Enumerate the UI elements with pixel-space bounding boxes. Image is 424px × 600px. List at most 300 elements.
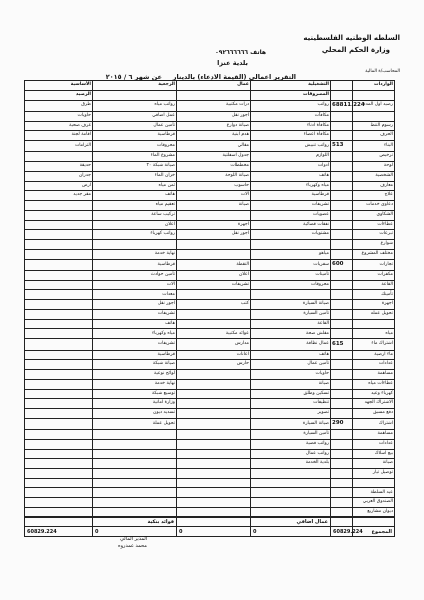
income-item: رصيد اول المدة (353, 100, 395, 111)
table-row (25, 121, 395, 131)
expense-item (25, 488, 93, 498)
expense-item (25, 498, 93, 508)
expense-item (25, 418, 93, 429)
income-total: 60829.224 (331, 527, 353, 537)
expense-item: صيانة شبكة ٢٠ (93, 162, 177, 172)
income-amount (331, 191, 353, 201)
expense-item: نهاية خدمة (93, 379, 177, 389)
income-item: شوارع (353, 240, 395, 250)
expense-item (177, 478, 251, 488)
income-amount (331, 430, 353, 440)
expense-item: مشتويات (251, 230, 331, 240)
income-amount (331, 181, 353, 191)
expense-item: قرطاسية (93, 131, 177, 141)
expense-item: مكافأة اعضاء (251, 131, 331, 141)
ministry-name: وزارة الحكم المحلي (321, 46, 390, 54)
expense-item (25, 201, 93, 211)
expense-item (177, 418, 251, 429)
expense-item (25, 152, 93, 162)
expense-item: تأمين حوادث (93, 270, 177, 280)
table-row (25, 201, 395, 211)
table-row (25, 152, 395, 162)
expense-item: لوائح نوعية (93, 370, 177, 380)
income-item: مياه (353, 329, 395, 339)
expense-item (25, 280, 93, 290)
capital-total: 0 (93, 527, 177, 537)
expense-item: اجور نقل (177, 111, 251, 121)
income-amount (331, 319, 353, 329)
expense-item: مكافأة ادناء (251, 121, 331, 131)
income-item: الاشتراك الجهد (353, 399, 395, 409)
table-row (25, 249, 395, 259)
expense-item (25, 389, 93, 399)
income-amount (331, 409, 353, 419)
income-amount (331, 270, 353, 280)
table-row (25, 171, 395, 181)
income-amount (331, 350, 353, 360)
table-row (25, 418, 395, 429)
table-row (25, 319, 395, 329)
expense-item: هاتف (93, 319, 177, 329)
income-item: اشتراك (353, 418, 395, 429)
expense-item: صيانة السيارة (251, 418, 331, 429)
authority-name: السلطه الوطنيه الفلسطينيه (303, 34, 400, 42)
expense-item: صيانة اللوحة (177, 171, 251, 181)
expense-item: مخططات (177, 162, 251, 172)
income-item: كهرباء وعيد (353, 389, 395, 399)
phone-label: هاتف ٠٩٢٦٦٦٦٦٦ (215, 49, 266, 56)
expense-item: الات (93, 280, 177, 290)
income-amount (331, 210, 353, 220)
table-subheader-row (25, 90, 395, 100)
income-amount (331, 300, 353, 310)
expense-item (93, 430, 177, 440)
expense-item: تحويل عملة (93, 418, 177, 429)
expense-item: حاسوب (177, 181, 251, 191)
table-row (25, 469, 395, 479)
table-row (25, 191, 395, 201)
expense-item: وزارة امانية (93, 399, 177, 409)
expense-item (177, 488, 251, 498)
expense-item: عوائد مكتبية (177, 329, 251, 339)
income-item: بيع اسلاك (353, 449, 395, 459)
expense-item: اعانات (177, 350, 251, 360)
expense-item: تعقيم مياه (93, 201, 177, 211)
income-item: ماء ارضية (353, 350, 395, 360)
expense-item: نفقات قضائية (251, 220, 331, 230)
expense-item: اعلان (177, 270, 251, 280)
expense-item (25, 230, 93, 240)
expense-item: مياه وكهرباء (93, 329, 177, 339)
expense-item: صيانة (251, 379, 331, 389)
table-row (25, 389, 395, 399)
expense-item (25, 350, 93, 360)
table-header-row (25, 81, 395, 91)
table-row (25, 430, 395, 440)
expense-item: النقطة (177, 259, 251, 270)
income-amount (331, 459, 353, 469)
table-row (25, 131, 395, 141)
income-amount (331, 439, 353, 449)
table-row (25, 290, 395, 300)
expense-item (93, 439, 177, 449)
expense-item: مكافآت (251, 111, 331, 121)
expense-item: هاتف (251, 171, 331, 181)
expense-item: حارس (177, 360, 251, 370)
extra-row (25, 517, 395, 527)
finance-manager-name: محمد عمدروه (118, 543, 147, 549)
income-amount: 513 (331, 141, 353, 152)
expense-item: سفريات (251, 259, 331, 270)
income-item (353, 319, 395, 329)
income-amount (331, 360, 353, 370)
expense-item (251, 290, 331, 300)
income-item: تأمينك (353, 290, 395, 300)
expense-item: رواتب كهرباء (93, 230, 177, 240)
expense-item (93, 449, 177, 459)
workers-extra-label: عمال اضافي (251, 517, 331, 527)
income-item: الشكاوى (353, 210, 395, 220)
income-amount: 600 (331, 259, 353, 270)
table-row (25, 309, 395, 319)
expense-item: ارض (25, 181, 93, 191)
expense-item (251, 240, 331, 250)
expense-item (177, 439, 251, 449)
expense-item (177, 309, 251, 319)
expense-item: كتب (177, 300, 251, 310)
table-row (25, 339, 395, 350)
income-amount (331, 379, 353, 389)
expense-item: تأمين عمال (93, 121, 177, 131)
expense-item: نهاية خدمة (93, 249, 177, 259)
expense-item: تشريفات (251, 201, 331, 211)
basic-header: الأساسية (25, 81, 93, 91)
expense-item: حاويات (25, 111, 93, 121)
income-amount (331, 280, 353, 290)
expense-item (25, 370, 93, 380)
expense-item (251, 488, 331, 498)
expense-item: قرطاسية (93, 259, 177, 270)
expense-item (25, 210, 93, 220)
expense-item (177, 459, 251, 469)
expense-item: التزامات (25, 141, 93, 152)
table-row (25, 300, 395, 310)
income-amount (331, 111, 353, 121)
expense-item (177, 249, 251, 259)
table-row (25, 409, 395, 419)
expense-item: اقامة لجنة (25, 131, 93, 141)
expense-item (25, 449, 93, 459)
expense-item (25, 329, 93, 339)
municipality-name: بلدية عنزا (217, 59, 248, 67)
expense-item: جدران (25, 171, 93, 181)
table-row (25, 498, 395, 508)
income-amount (331, 478, 353, 488)
expense-item: اجهزة (177, 220, 251, 230)
expense-item: رواتب (251, 100, 331, 111)
table-row (25, 379, 395, 389)
expense-item: تشريفات (177, 280, 251, 290)
expense-item: مياهو (251, 249, 331, 259)
totals-row (25, 527, 395, 537)
expense-item (177, 210, 251, 220)
table-row (25, 100, 395, 111)
expense-item: صيانة (177, 201, 251, 211)
expense-item (93, 498, 177, 508)
expense-item: ثمن مياه (93, 181, 177, 191)
income-item: الشخصية (353, 171, 395, 181)
income-item: اجهزة (353, 300, 395, 310)
income-item: مكفرات (353, 270, 395, 280)
table-row (25, 350, 395, 360)
expense-item (25, 309, 93, 319)
expense-item (177, 430, 251, 440)
expense-item (25, 249, 93, 259)
income-item: مختلف المشروع (353, 249, 395, 259)
expense-item (25, 339, 93, 350)
income-amount (331, 309, 353, 319)
expense-item: رواتب فضية (251, 439, 331, 449)
expense-item: تأمينات (251, 270, 331, 280)
totals-table (24, 516, 395, 537)
expense-item (25, 379, 93, 389)
income-item: تجارات (353, 259, 395, 270)
expense-item (93, 488, 177, 498)
income-item (353, 111, 395, 121)
expense-item (177, 319, 251, 329)
expense-item (93, 240, 177, 250)
income-item: عطاءات (353, 220, 395, 230)
expense-item: غرف صحية (25, 121, 93, 131)
expense-item: معدات (93, 290, 177, 300)
table-row (25, 478, 395, 488)
expense-item: تنظيفات (251, 399, 331, 409)
expense-item (93, 469, 177, 479)
income-amount (331, 290, 353, 300)
income-item: معارف (353, 181, 395, 191)
income-total-label: المجموع (353, 527, 395, 537)
income-header: الواردات (353, 81, 395, 91)
income-amount (331, 329, 353, 339)
expense-item (25, 430, 93, 440)
expense-item: حاويات (251, 370, 331, 380)
table-row (25, 141, 395, 152)
financial-table (24, 80, 395, 518)
income-item: مساهمة (353, 370, 395, 380)
expense-item: ادوات (251, 162, 331, 172)
expense-item (25, 459, 93, 469)
expense-item (177, 240, 251, 250)
expense-item (177, 379, 251, 389)
income-item: القاعة (353, 280, 395, 290)
income-amount (331, 152, 353, 162)
table-row (25, 240, 395, 250)
expense-item: طرق (25, 100, 93, 111)
expense-item: مقالي (177, 141, 251, 152)
income-amount (331, 131, 353, 141)
expense-item: صيانة السيارة (251, 300, 331, 310)
table-row (25, 329, 395, 339)
table-row (25, 280, 395, 290)
expense-item: مدارس (177, 339, 251, 350)
workers-header: عمال (177, 81, 251, 91)
expense-item: اجور نقل (177, 230, 251, 240)
capital-header: الرجعية (93, 81, 177, 91)
income-amount (331, 449, 353, 459)
expense-item (25, 399, 93, 409)
table-row (25, 259, 395, 270)
table-row (25, 488, 395, 498)
expense-item: توسيع شبكة (93, 389, 177, 399)
expense-item (177, 389, 251, 399)
income-item: توصيل تيار (353, 469, 395, 479)
expense-item: تأمين السيارة (251, 309, 331, 319)
income-item (353, 478, 395, 488)
workers-total: 0 (177, 527, 251, 537)
expense-item: رواتب تنبيش (251, 141, 331, 152)
expense-item (25, 319, 93, 329)
expense-item: تأمين عمال (251, 360, 331, 370)
income-amount (331, 121, 353, 131)
expense-item: تأمين السيارة (251, 430, 331, 440)
expense-item: مقر جديد (25, 191, 93, 201)
income-amount (331, 220, 353, 230)
income-item: عدادات (353, 439, 395, 449)
expense-item (25, 259, 93, 270)
expense-item (25, 300, 93, 310)
expense-item: قرطاسية (251, 191, 331, 201)
income-item: علاج (353, 191, 395, 201)
expense-item (25, 439, 93, 449)
income-amount (331, 399, 353, 409)
expense-item: بلدية الخدمة (251, 459, 331, 469)
income-amount: 68811.224 (331, 100, 353, 111)
expense-item: مياه وكهرباء (251, 181, 331, 191)
expense-item: تركيب ساعة (93, 210, 177, 220)
income-amount (331, 488, 353, 498)
table-row (25, 162, 395, 172)
income-item: عيد السلطة (353, 488, 395, 498)
income-item: تحويل عمله (353, 309, 395, 319)
expense-item (177, 469, 251, 479)
bank-interest-label: فوائد بنكية (93, 517, 177, 527)
expense-item (177, 399, 251, 409)
balance-header: الرصيد (25, 90, 93, 100)
expense-item (93, 478, 177, 488)
expense-item: حديقة (25, 162, 93, 172)
expense-item (25, 240, 93, 250)
table-row (25, 220, 395, 230)
finance-manager-role: المدير المالي (120, 536, 148, 542)
expense-item: عمل اضافي (93, 111, 177, 121)
expense-item (177, 498, 251, 508)
expense-item: محروقات (93, 141, 177, 152)
expense-item: عمال نظافة (251, 339, 331, 350)
income-item: دفع مسبق (353, 409, 395, 419)
balance-total: 60829.224 (25, 527, 93, 537)
table-row (25, 399, 395, 409)
expense-item: صيانة دوارع (177, 121, 251, 131)
expense-item: القاعة (251, 319, 331, 329)
expense-item: هاتف (93, 191, 177, 201)
income-amount (331, 498, 353, 508)
expense-item: رواتب مياه (93, 100, 177, 111)
report-month: عن شهر ٦ / ٢٠١٥ (105, 73, 162, 81)
expense-item: اجور نقل (93, 300, 177, 310)
income-item: صيانة (353, 459, 395, 469)
expense-item: اللوازم (251, 152, 331, 162)
table-row (25, 459, 395, 469)
income-item: ديوان مشاريع (353, 507, 395, 517)
expense-item (177, 409, 251, 419)
income-amount (331, 230, 353, 240)
expense-item (25, 478, 93, 488)
income-amount (331, 249, 353, 259)
expense-item: الات (177, 191, 251, 201)
expense-item (177, 290, 251, 300)
expense-item: صيانة شبكة (93, 360, 177, 370)
expense-item: عضويات (251, 210, 331, 220)
income-amount (331, 389, 353, 399)
income-amount (331, 201, 353, 211)
expense-item: خزان الماء (93, 171, 177, 181)
income-item: عدادات (353, 360, 395, 370)
table-row (25, 439, 395, 449)
operating-header: التشغيلية (251, 81, 331, 91)
income-amount: 290 (331, 418, 353, 429)
income-item: البناء (353, 141, 395, 152)
table-row (25, 270, 395, 280)
table-row (25, 449, 395, 459)
accountant-label: المحاسب/ة المالية (365, 69, 400, 74)
expense-item: مشروع الماء (93, 152, 177, 162)
expense-item: تسكين وطلق (251, 389, 331, 399)
expense-item: هدم ابنية (177, 131, 251, 141)
expense-item: تشريفات (93, 339, 177, 350)
expense-item: محروقات (251, 280, 331, 290)
income-item: عطاءات مياه (353, 379, 395, 389)
expense-item: هاتف (251, 350, 331, 360)
income-item: رسوم التنظ (353, 121, 395, 131)
expense-item (25, 220, 93, 230)
table-row (25, 210, 395, 220)
expenses-header: المصروفات (251, 90, 331, 100)
report-title: التقرير اعمالي (القيمة الادعاء) بالدينار (172, 73, 296, 81)
expense-item: قرطاسية (93, 350, 177, 360)
income-amount (331, 162, 353, 172)
income-amount (331, 171, 353, 181)
expense-item (25, 290, 93, 300)
income-amount (331, 469, 353, 479)
expense-item: مقلش صحة (251, 329, 331, 339)
income-amount (331, 240, 353, 250)
expense-item (251, 478, 331, 488)
income-item: اشتراك ماء (353, 339, 395, 350)
expense-item: اعلان (93, 220, 177, 230)
expense-item (251, 498, 331, 508)
expense-item: تصوير (251, 409, 331, 419)
expense-item: روانب عمال (251, 449, 331, 459)
table-row (25, 181, 395, 191)
expense-item (93, 459, 177, 469)
expense-item: جدول اسفلتية (177, 152, 251, 162)
expense-item (251, 469, 331, 479)
expense-item: تسديد ديون (93, 409, 177, 419)
expense-item (177, 370, 251, 380)
expense-item (25, 270, 93, 280)
income-item: الصندوق العربي (353, 498, 395, 508)
operating-total: 0 (251, 527, 331, 537)
